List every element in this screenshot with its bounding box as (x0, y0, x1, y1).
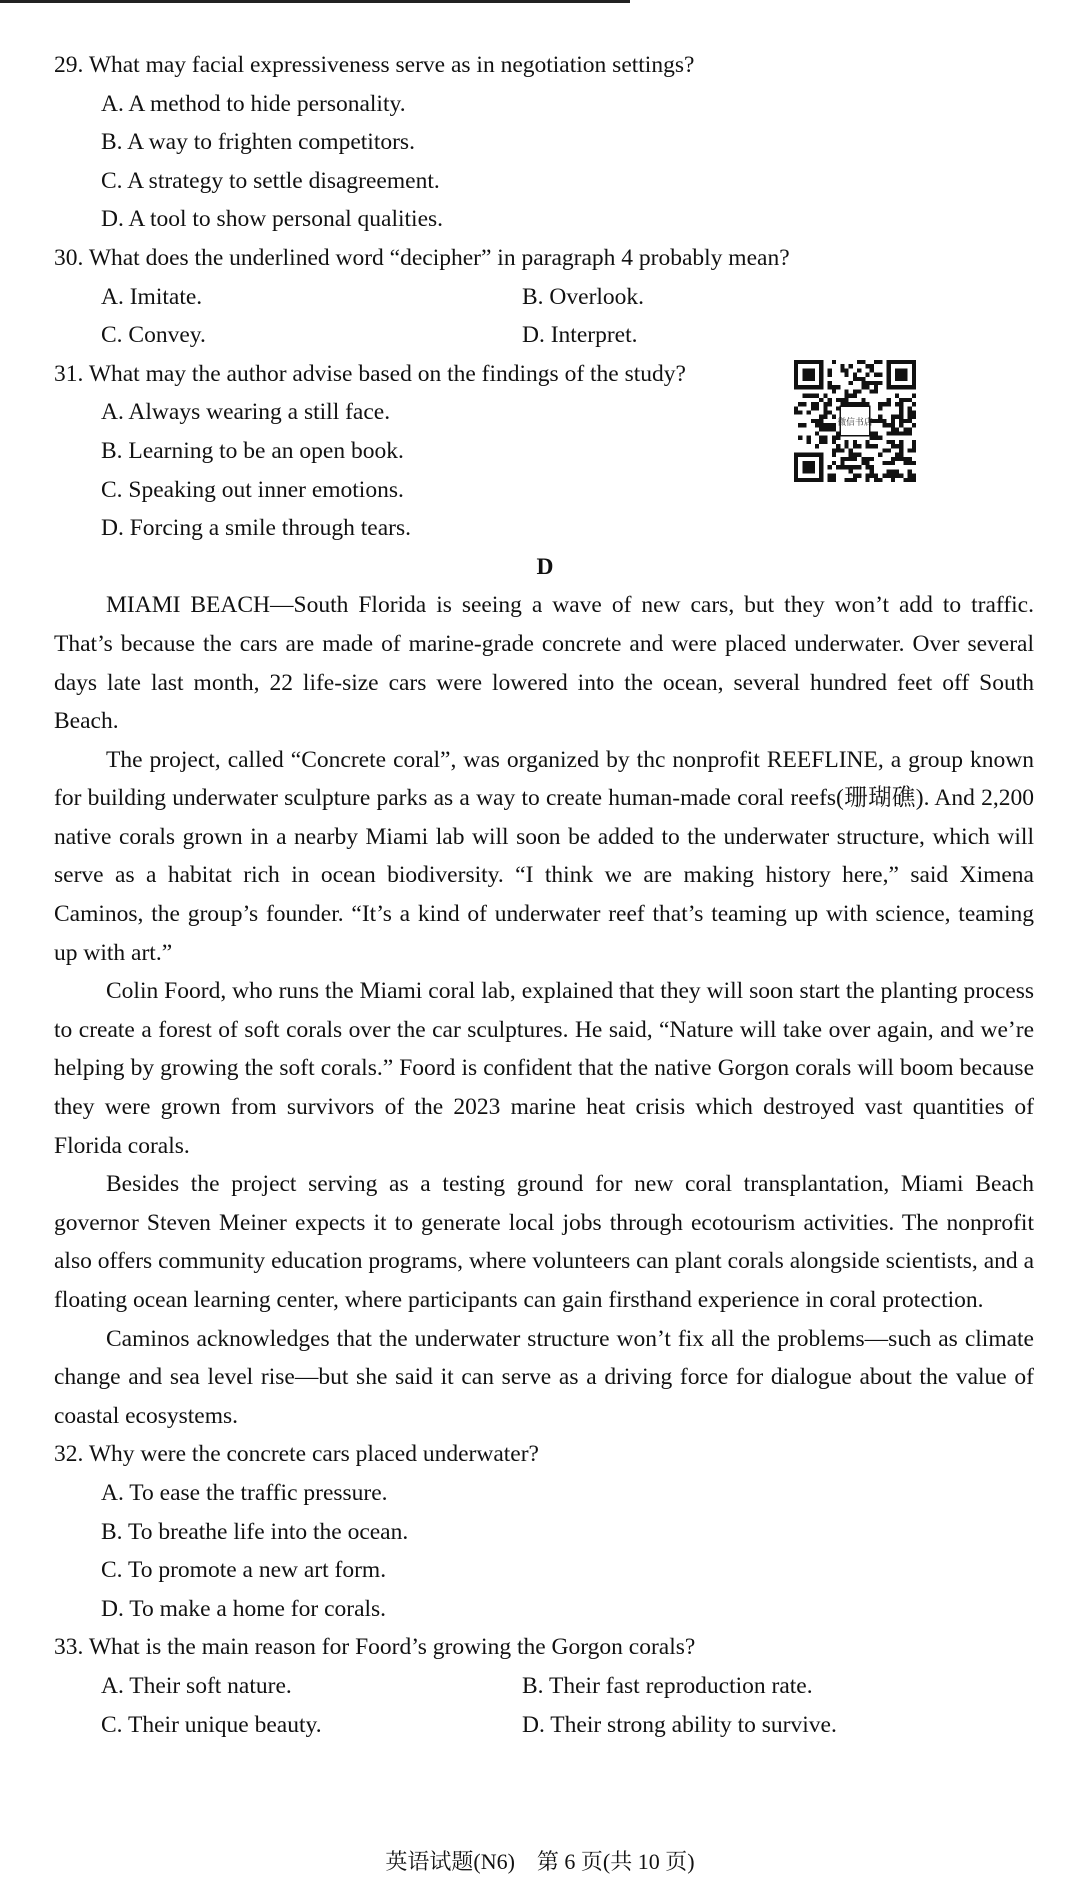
section-heading: D (536, 553, 554, 580)
qr-code (794, 360, 916, 482)
question-stem: 31. What may the author advise based on the findings of the study? (54, 360, 686, 387)
option-a: A. To ease the traffic pressure. (101, 1479, 388, 1506)
qr-center-label: 微信书店 (837, 417, 873, 428)
question-29 (54, 46, 1034, 239)
option-c: C. Convey. (101, 322, 206, 349)
option-b: B. A way to frighten competitors. (101, 129, 415, 156)
page-footer: 英语试题(N6) 第 6 页(共 10 页) (385, 1849, 695, 1874)
question-stem: 32. Why were the concrete cars placed underwater? (54, 1441, 539, 1468)
option-a: A. Their soft nature. (101, 1672, 292, 1699)
option-d: D. Their strong ability to survive. (522, 1711, 837, 1738)
passage-paragraph-1: MIAMI BEACH—South Florida is seeing a wave of new cars, but they won’t add to traffic. That’s because the cars are made of marine-grade concrete and were placed underwater. Over several days late last month, 22 life-size cars were lowered into the ocean, several hundred feet off South Beach. (54, 592, 1034, 735)
option-b: B. Their fast reproduction rate. (522, 1672, 813, 1699)
option-d: D. Interpret. (522, 322, 638, 349)
question-stem: 29. What may facial expressiveness serve as in negotiation settings? (54, 52, 695, 78)
option-c: C. Speaking out inner emotions. (101, 476, 404, 503)
question-stem: 33. What is the main reason for Foord’s growing the Gorgon corals? (54, 1634, 696, 1661)
option-d: D. A tool to show personal qualities. (101, 206, 444, 233)
question-30 (54, 239, 1034, 355)
exam-page (54, 46, 1034, 1744)
option-c: C. Their unique beauty. (101, 1711, 322, 1738)
top-rule (0, 0, 630, 3)
reading-passage (54, 586, 1034, 1435)
option-b: B. To breathe life into the ocean. (101, 1518, 409, 1545)
question-stem: 30. What does the underlined word “decipher” in paragraph 4 probably mean? (54, 244, 790, 271)
passage-paragraph-2: The project, called “Concrete coral”, was organized by thc nonprofit REEFLINE, a group known for building underwater sculpture parks as a way to create human-made coral reefs(珊瑚礁). And 2,200 native corals grown in a nearby Miami lab will soon be added to the underwater structure, which will serve as a habitat rich in ocean biodiversity. “I think we are making history here,” said Ximena Caminos, the group’s founder. “It’s a kind of underwater reef that’s teaming up with science, teaming up with art.” (54, 746, 1034, 966)
passage-paragraph-5: Caminos acknowledges that the underwater structure won’t fix all the problems—such as climate change and sea level rise—but she said it can serve as a driving force for dialogue about the value of coastal ecosystems. (54, 1325, 1034, 1429)
option-c: C. To promote a new art form. (101, 1557, 387, 1584)
option-d: D. Forcing a smile through tears. (101, 515, 412, 542)
option-b: B. Overlook. (522, 283, 645, 310)
option-c: C. A strategy to settle disagreement. (101, 167, 440, 194)
option-d: D. To make a home for corals. (101, 1595, 387, 1622)
option-a: A. Always wearing a still face. (101, 399, 391, 426)
option-a: A. Imitate. (101, 283, 203, 310)
question-32 (54, 1435, 1034, 1628)
passage-paragraph-4: Besides the project serving as a testing ground for new coral transplantation, Miami Beach governor Steven Meiner expects it to generate local jobs through ecotourism activities. The nonprofit also offers community education programs, where volunteers can plant corals alongside scientists, and a floating ocean learning center, where participants can gain firsthand experience in coral protection. (54, 1171, 1034, 1313)
passage-paragraph-3: Colin Foord, who runs the Miami coral lab, explained that they will soon start the planting process to create a forest of soft corals over the car sculptures. He said, “Nature will take over again, and we’re helping by growing the soft corals.” Foord is confident that the native Gorgon corals will boom because they were grown from survivors of the 2023 marine heat crisis which destroyed vast quantities of Florida corals. (54, 978, 1034, 1159)
option-a: A. A method to hide personality. (101, 90, 406, 117)
question-33 (54, 1628, 1034, 1744)
option-b: B. Learning to be an open book. (101, 437, 404, 464)
